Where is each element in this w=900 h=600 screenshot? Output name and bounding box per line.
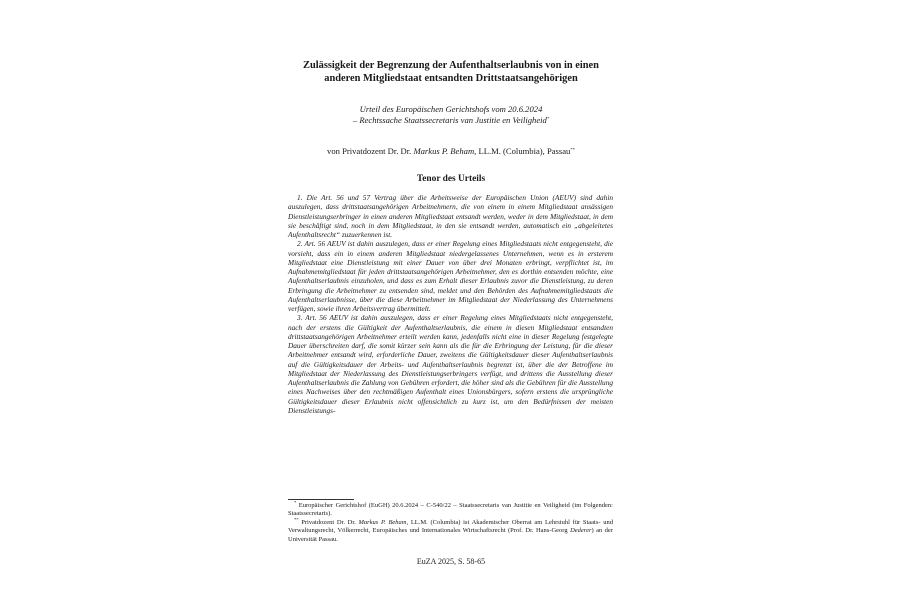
author-suffix: LL.M. (Columbia), Passau [476,146,571,156]
tenor-paragraph: 1. Die Art. 56 und 57 Vertrag über die Arbeitsweise der Europäischen Union (AEUV) sind dahin auszulegen, dass drittstaatsangehörigen Arbeitnehmern, die von einem in einem Mitgliedstaat ansässigen Dienstleistungserbringer in einen anderen Mitgliedstaat entsandt werden, weder in dem Mitgliedstaat, in dem sie beschäftigt sind, noch in dem Mitgliedstaat, in den sie entsandt werden, automatisch ein „abgeleitetes Aufenthaltsrecht“ zuzuerkennen ist. [288,193,613,239]
footnote [288,502,613,519]
footnote-marker: ** [570,147,575,152]
footnote-professor-name: Dederer [570,527,592,535]
footnote-text: Europäischer Gerichtshof (EuGH) 20.6.2024 – C-540/22 – Staatssecretaris van Justitie en Veiligheid (im Folgenden: Staatssecretaris). [288,502,613,518]
subtitle-judgment-line: Urteil des Europäischen Gerichtshofs vom 20.6.2024 [359,104,543,114]
footnote-text: Privatdozent Dr. Dr. [298,518,359,526]
footnote-marker: * [546,115,550,121]
footnotes [288,502,613,544]
subtitle-case-name: – Rechtssache Staatssecretaris van Justitie en Veiligheid [352,114,547,125]
author-name: Markus P. Beham, [413,146,477,156]
footnote-text: LL.M. (Columbia) ist Akademischer Oberrat am Lehrstuhl für Staats- und Verwaltungsrecht, Völkerrecht, Europäisches und Internationales Wirtschaftsrecht (Prof. Dr. Hans-Georg [288,518,613,535]
author-line [288,146,614,157]
footnote-author-name: Markus P. Beham, [358,518,409,526]
subtitle-case-line [288,115,614,126]
article-title: Zulässigkeit der Begrenzung der Aufenthaltserlaubnis von in einen anderen Mitgliedstaat entsandten Drittstaatsangehörigen [303,60,599,84]
tenor-paragraph: 3. Art. 56 AEUV ist dahin auszulegen, dass er einer Regelung eines Mitgliedstaats nicht entgegensteht, nach der erstens die Gültigkeit der Aufenthaltserlaubnis, die einem in diesen Mitgliedstaat entsandten drittstaatsangehörigen Arbeitnehmer erteilt werden kann, jedenfalls nicht eine in dieser Regelung festgelegte Dauer überschreiten darf, die somit kürzer sein kann als die für die Erbringung der Leistung, für die dieser Arbeitnehmer entsandt wird, erforderliche Dauer, zweitens die Gültigkeitsdauer dieser Aufenthaltserlaubnis auf die Gültigkeitsdauer der Arbeits- und Aufenthaltserlaubnis begrenzt ist, über die der Betroffene im Mitgliedstaat der Niederlassung des Dienstleistungserbringers verfügt, und drittens die Ausstellung dieser Aufenthaltserlaubnis die Zahlung von Gebühren erfordert, die höher sind als die Gebühren für die Ausstellung eines Nachweises über den rechtmäßigen Aufenthalt eines Unionsbürgers, sofern erstens die ursprüngliche Gültigkeitsdauer dieser Erlaubnis nicht offensichtlich zu kurz ist, um den Bedürfnissen der meisten Dienstleistungs- [288,313,613,415]
footnote [288,516,613,544]
tenor-body [288,193,613,415]
footnote-marker: * [294,500,297,505]
footnote-text: ) an der Universität Passau. [288,527,613,543]
article-subtitle [288,104,614,125]
footnote-marker: ** [294,516,299,522]
tenor-paragraph: 2. Art. 56 AEUV ist dahin auszulegen, dass er einer Regelung eines Mitgliedstaats nicht entgegensteht, die vorsieht, dass ein in einem anderen Mitgliedstaat niedergelassenes Unternehmen, wenn es in ersterem Mitgliedstaat eine Dienstleistung mit einer Dauer von über drei Monaten erbringt, verpflichtet ist, im Aufnahmemitgliedstaat für jeden drittstaatsangehörigen Arbeitnehmer, den es dorthin entsenden möchte, eine Aufenthaltserlaubnis einzuholen, und dass es zum Erhalt dieser Erlaubnis zuvor die Dienstleistung, zu deren Erbringung die Arbeitnehmer zu entsenden sind, meldet und den Behörden des Aufnahmemitgliedstaats die Aufenthaltserlaubnisse, über die diese Arbeitnehmer im Mitgliedstaat der Niederlassung des Unternehmens verfügen, sowie ihren Arbeitsvertrag übermittelt. [288,239,613,313]
footnote-divider [288,499,354,500]
author-prefix: von Privatdozent Dr. Dr. [327,146,414,156]
page-reference: EuZA 2025, S. 58-65 [416,557,486,566]
section-heading: Tenor des Urteils [416,174,486,184]
